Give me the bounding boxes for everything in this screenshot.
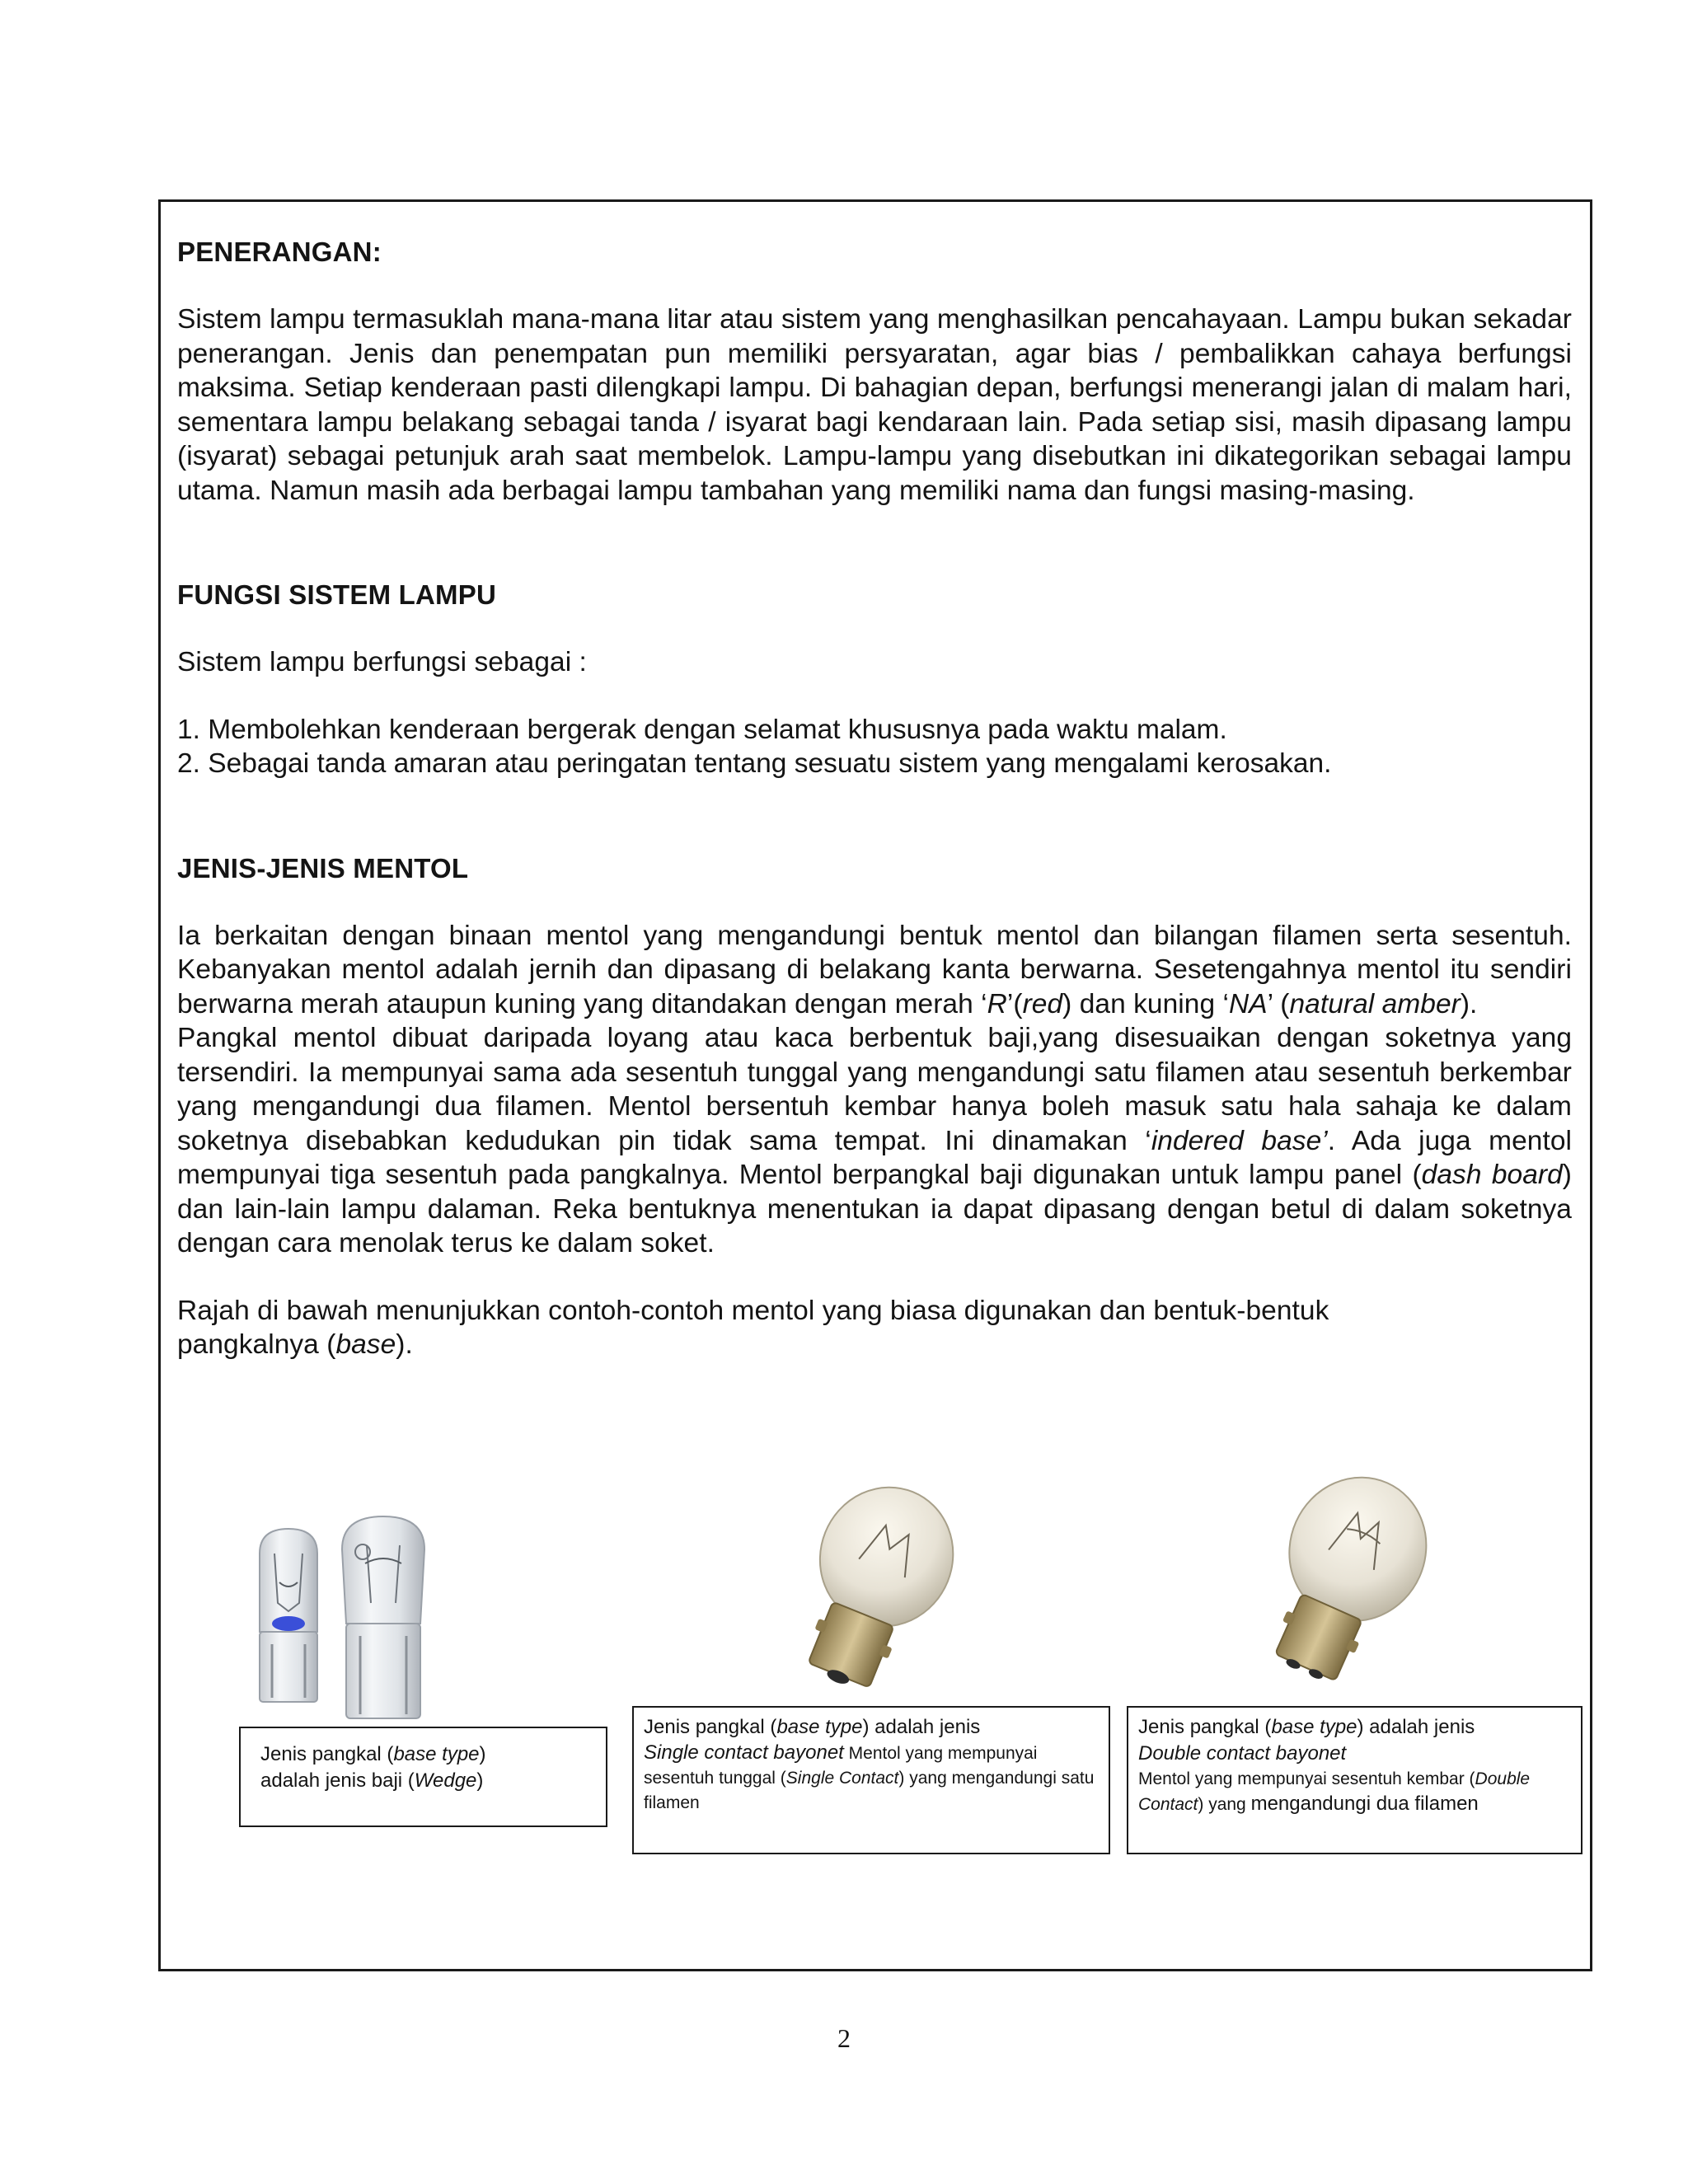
text-run: ). bbox=[1460, 988, 1478, 1019]
double-contact-bulb-image bbox=[1224, 1467, 1455, 1714]
bulb-figures bbox=[161, 1475, 1590, 1815]
text-run: indered base’ bbox=[1151, 1125, 1328, 1156]
caption-line bbox=[1138, 1767, 1571, 1817]
text-run: ) yang bbox=[1198, 1795, 1251, 1814]
text-run: Jenis pangkal ( bbox=[260, 1743, 394, 1765]
text-run: R bbox=[987, 988, 1007, 1019]
text-run: ’( bbox=[1006, 988, 1023, 1019]
text-run: Jenis pangkal ( bbox=[1138, 1716, 1272, 1738]
text-run: Single contact bayonet bbox=[644, 1741, 844, 1764]
double-contact-bulb bbox=[1241, 1467, 1449, 1700]
paragraph-jenis-1 bbox=[177, 919, 1572, 1022]
paragraph-fungsi-intro: Sistem lampu berfungsi sebagai : bbox=[177, 647, 587, 677]
text-run: ) adalah jenis bbox=[1357, 1716, 1475, 1738]
text-run: ) yang mengandungi satu filamen bbox=[644, 1769, 1095, 1812]
text-run: natural amber bbox=[1289, 988, 1461, 1019]
heading-penerangan: PENERANGAN: bbox=[177, 237, 382, 267]
single-contact-bulb-image bbox=[754, 1475, 985, 1722]
single-contact-bulb bbox=[775, 1475, 974, 1707]
caption-line bbox=[260, 1768, 586, 1794]
text-run: . Ada juga mentol mempunyai tiga sesentuh pada pangkalnya. Mentol berpangkal baji digunakan untuk lampu panel ( bbox=[177, 1125, 1572, 1190]
content-frame bbox=[158, 199, 1592, 1971]
heading-jenis-mentol: JENIS-JENIS MENTOL bbox=[177, 852, 469, 883]
text-run: dash board bbox=[1421, 1160, 1563, 1190]
text-run: ) adalah jenis bbox=[862, 1716, 981, 1738]
large-wedge-bulb bbox=[342, 1516, 424, 1718]
text-run: Mentol yang mempunyai sesentuh kembar ( bbox=[1138, 1769, 1475, 1788]
caption-line bbox=[260, 1741, 586, 1768]
caption-line bbox=[1138, 1741, 1571, 1767]
text-run: ’ ( bbox=[1267, 988, 1290, 1019]
paragraph-jenis-3 bbox=[177, 1294, 1572, 1362]
text-run: Mentol yang mempunyai sesentuh tunggal ( bbox=[644, 1744, 1038, 1788]
text-run: Pangkal mentol dibuat daripada loyang atau kaca berbentuk baji,yang disesuaikan dengan soketnya yang tersendiri. Ia mempunyai sama ada sesentuh tunggal yang mengandungi satu filamen atau sesentuh berkembar yang mengandungi dua filamen. Mentol bersentuh kembar hanya boleh masuk satu hala sahaja ke dalam soketnya disebabkan kedudukan pin tidak sama tempat. Ini dinamakan ‘ bbox=[177, 1023, 1572, 1156]
text-run: base type bbox=[393, 1743, 480, 1765]
caption-line bbox=[1138, 1714, 1571, 1741]
text-run: pangkalnya ( bbox=[177, 1329, 336, 1360]
text-run: Double contact bayonet bbox=[1138, 1742, 1347, 1765]
text-run: mengandungi dua filamen bbox=[1250, 1793, 1479, 1815]
text-run: Single Contact bbox=[785, 1769, 899, 1788]
caption-wedge bbox=[239, 1727, 607, 1827]
text-run: ) bbox=[479, 1743, 486, 1765]
text-run: Double Contact bbox=[1138, 1769, 1531, 1814]
caption-line bbox=[644, 1714, 1099, 1741]
text-run: adalah jenis baji ( bbox=[260, 1769, 415, 1792]
caption-double-contact bbox=[1127, 1706, 1582, 1854]
text-run: base bbox=[335, 1329, 396, 1360]
text-run: ) bbox=[476, 1769, 484, 1792]
heading-fungsi: FUNGSI SISTEM LAMPU bbox=[177, 579, 496, 610]
list-item: 2. Sebagai tanda amaran atau peringatan tentang sesuatu sistem yang mengalami kerosakan. bbox=[177, 748, 1332, 779]
fungsi-list bbox=[177, 713, 1572, 781]
text-run: Jenis pangkal ( bbox=[644, 1716, 777, 1738]
text-run: Ia berkaitan dengan binaan mentol yang mengandungi bentuk mentol dan bilangan filamen serta sesentuh. Kebanyakan mentol adalah jernih dan dipasang di belakang kanta berwarna. Sesetengahnya mentol itu sendiri berwarna merah ataupun kuning yang ditandakan dengan merah ‘ bbox=[177, 920, 1572, 1019]
text-run: ). bbox=[396, 1329, 413, 1360]
text-run: Rajah di bawah menunjukkan contoh-contoh mentol yang biasa digunakan dan bentuk-bentuk bbox=[177, 1295, 1329, 1326]
text-run: ) dan lain-lain lampu dalaman. Reka bentuknya menentukan ia dapat dipasang dengan betul di dalam soketnya dengan cara menolak terus ke dalam soket. bbox=[177, 1160, 1572, 1258]
list-item: 1. Membolehkan kenderaan bergerak dengan selamat khususnya pada waktu malam. bbox=[177, 714, 1227, 745]
small-wedge-bulb bbox=[260, 1529, 317, 1702]
caption-line bbox=[644, 1741, 1099, 1816]
text-run: ) dan kuning ‘ bbox=[1062, 988, 1230, 1019]
caption-single-contact bbox=[632, 1706, 1110, 1854]
content-inner bbox=[177, 235, 1572, 1362]
wedge-bulbs-image bbox=[243, 1512, 490, 1760]
paragraph-jenis-2 bbox=[177, 1021, 1572, 1261]
text-run: Wedge bbox=[414, 1769, 477, 1792]
text-run: base type bbox=[1271, 1716, 1357, 1738]
paragraph-penerangan: Sistem lampu termasuklah mana-mana litar atau sistem yang menghasilkan pencahayaan. Lampu bukan sekadar penerangan. Jenis dan penempatan pun memiliki persyaratan, agar bias / pembalikkan cahaya berfungsi maksima. Setiap kenderaan pasti dilengkapi lampu. Di bahagian depan, berfungsi menerangi jalan di malam hari, sementara lampu belakang sebagai tanda / isyarat bagi kendaraan lain. Pada setiap sisi, masih dipasang lampu (isyarat) sebagai petunjuk arah saat membelok. Lampu-lampu yang disebutkan ini dikategorikan sebagai lampu utama. Namun masih ada berbagai lampu tambahan yang memiliki nama dan fungsi masing-masing. bbox=[177, 304, 1572, 506]
text-run: NA bbox=[1229, 988, 1268, 1019]
text-run: base type bbox=[776, 1716, 863, 1738]
text-run: red bbox=[1022, 988, 1063, 1019]
page-number: 2 bbox=[837, 2023, 851, 2053]
